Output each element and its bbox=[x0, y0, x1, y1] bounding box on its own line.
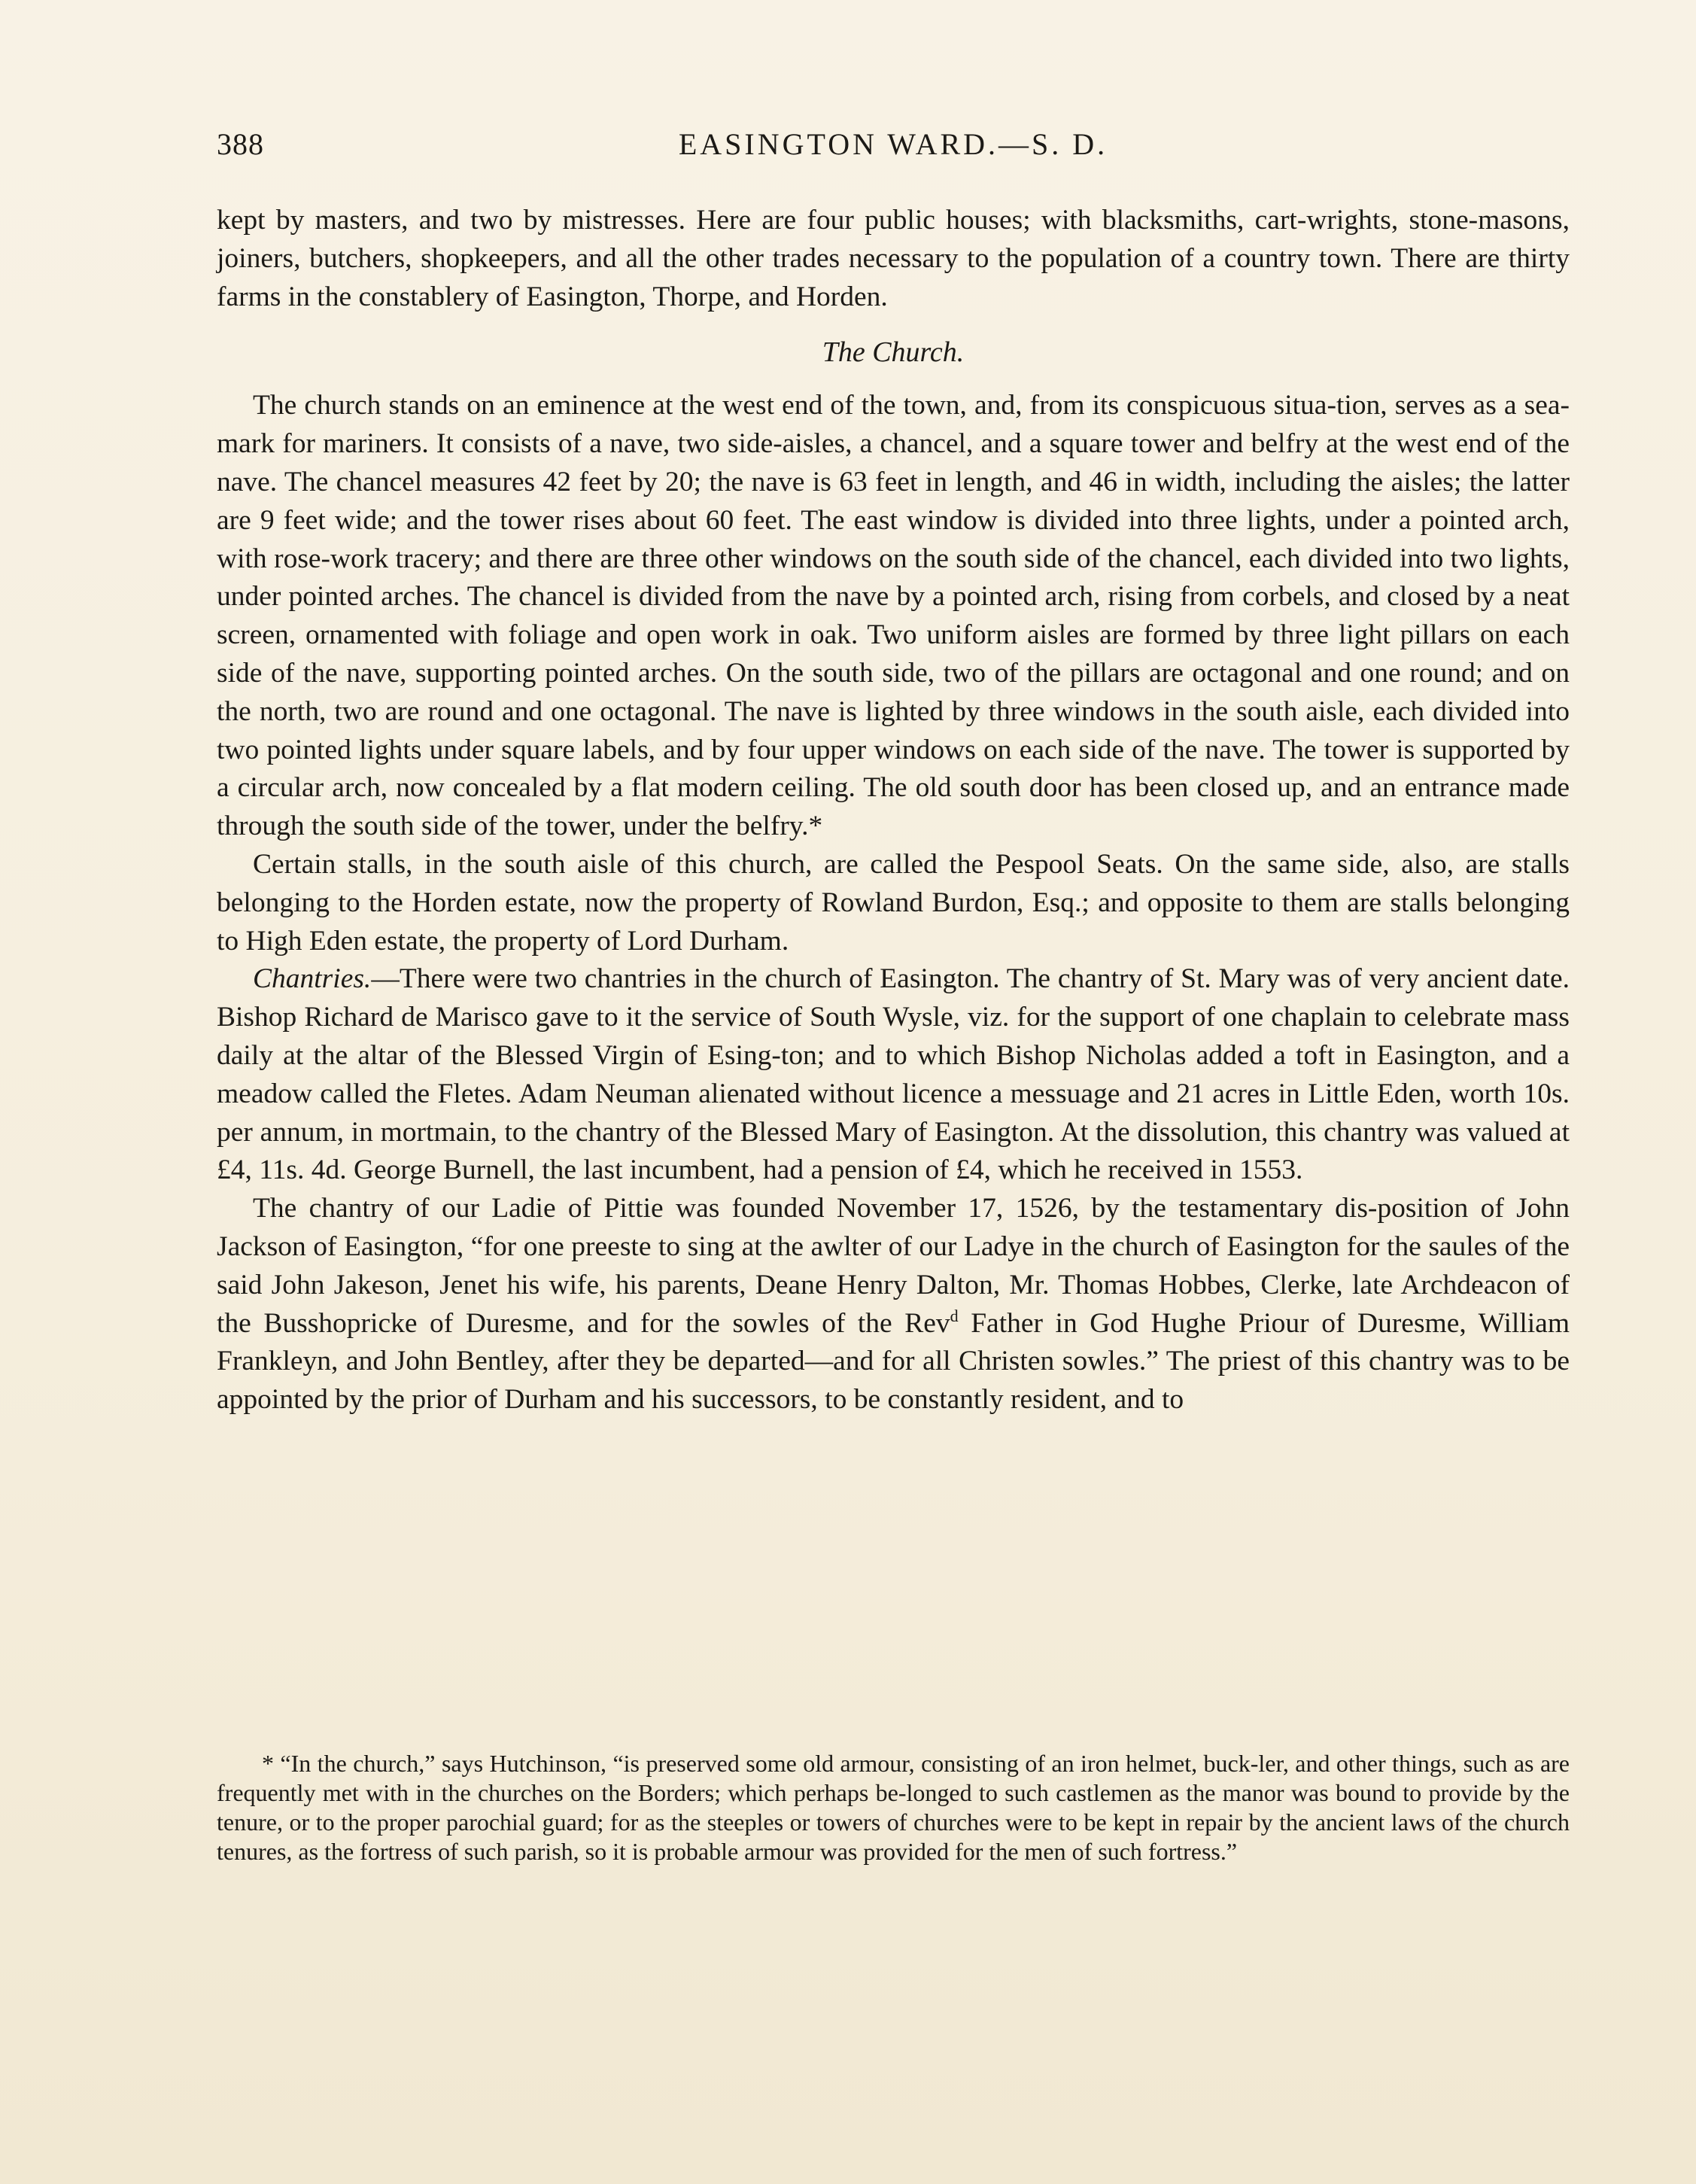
main-text bbox=[217, 202, 1570, 1419]
intro-paragraph: kept by masters, and two by mistresses. Here are four public houses; with blacksmiths, cart-wrights, stone-masons, joiners, butchers, shopkeepers, and all the other trades necessary to the population of a country town. There are thirty farms in the constablery of Easington, Thorpe, and Horden. bbox=[217, 205, 1570, 312]
chantries-side-heading: Chantries. bbox=[253, 963, 372, 995]
chantry-pittie-paragraph bbox=[217, 1190, 1570, 1419]
superscript: d bbox=[950, 1306, 959, 1325]
section-title: The Church. bbox=[822, 336, 965, 369]
page-number: 388 bbox=[217, 127, 264, 161]
chantries-paragraph bbox=[217, 960, 1570, 1190]
running-head: EASINGTON WARD.—S. D. bbox=[678, 127, 1108, 161]
page-header bbox=[217, 126, 1570, 172]
chantry-pittie-text-b: Father in God Hughe Priour of Duresme, William Frankleyn, and John Bentley, after they be departed—and for all Christen sowles.” The priest of this chantry was to be appointed by the prior of Durham and his successors, to be constantly resident, and to bbox=[217, 1307, 1570, 1416]
footnote: * “In the church,” says Hutchinson, “is preserved some old armour, consisting of an iron helmet, buck-ler, and other things, such as are frequently met with in the churches on the Borders; which perhaps be-longed to such castlemen as the manor was bound to provide by the tenure, or to the proper parochial guard; for as the steeples or towers of churches were to be kept in repair by the ancient laws of the church tenures, as the fortress of such parish, so it is probable armour was provided for the men of such fortress.” bbox=[217, 1750, 1570, 1865]
chantry-pittie-text-a: The chantry of our Ladie of Pittie was founded November 17, 1526, by the testamentary dis-position of John Jackson of Easington, “for one preeste to sing at the awlter of our Ladye in the church of Easington for the saules of the said John Jakeson, Jenet his wife, his parents, Deane Henry Dalton, Mr. Thomas Hobbes, Clerke, late Archdeacon of the Busshopricke of Duresme, and for the sowles of the Rev bbox=[217, 1193, 1570, 1339]
chantries-text: —There were two chantries in the church of Easington. The chantry of St. Mary was of very ancient date. Bishop Richard de Marisco gave to it the service of South Wysle, viz. for the support of one chaplain to celebrate mass daily at the altar of the Blessed Virgin of Esing-ton; and to which Bishop Nicholas added a toft in Easington, and a meadow called the Fletes. Adam Neuman alienated without licence a messuage and 21 acres in Little Eden, worth 10s. per annum, in mortmain, to the chantry of the Blessed Mary of Easington. At the dissolution, this chantry was valued at £4, 11s. 4d. George Burnell, the last incumbent, had a pension of £4, which he received in 1553. bbox=[217, 963, 1570, 1186]
church-description-paragraph: The church stands on an eminence at the west end of the town, and, from its conspicuous situa-tion, serves as a sea-mark for mariners. It consists of a nave, two side-aisles, a chancel, and a square tower and belfry at the west end of the nave. The chancel measures 42 feet by 20; the nave is 63 feet in length, and 46 in width, including the aisles; the latter are 9 feet wide; and the tower rises about 60 feet. The east window is divided into three lights, under a pointed arch, with rose-work tracery; and there are three other windows on the south side of the chancel, each divided into two lights, under pointed arches. The chancel is divided from the nave by a pointed arch, rising from corbels, and closed by a neat screen, ornamented with foliage and open work in oak. Two uniform aisles are formed by three light pillars on each side of the nave, supporting pointed arches. On the south side, two of the pillars are octagonal and one round; and on the north, two are round and one octagonal. The nave is lighted by three windows in the south aisle, each divided into two pointed lights under square labels, and by four upper windows on each side of the nave. The tower is supported by a circular arch, now concealed by a flat modern ceiling. The old south door has been closed up, and an entrance made through the south side of the tower, under the belfry.* bbox=[217, 390, 1570, 842]
stalls-paragraph: Certain stalls, in the south aisle of this church, are called the Pespool Seats. On the same side, also, are stalls belonging to the Horden estate, now the property of Rowland Burdon, Esq.; and opposite to them are stalls belonging to High Eden estate, the property of Lord Durham. bbox=[217, 848, 1570, 957]
